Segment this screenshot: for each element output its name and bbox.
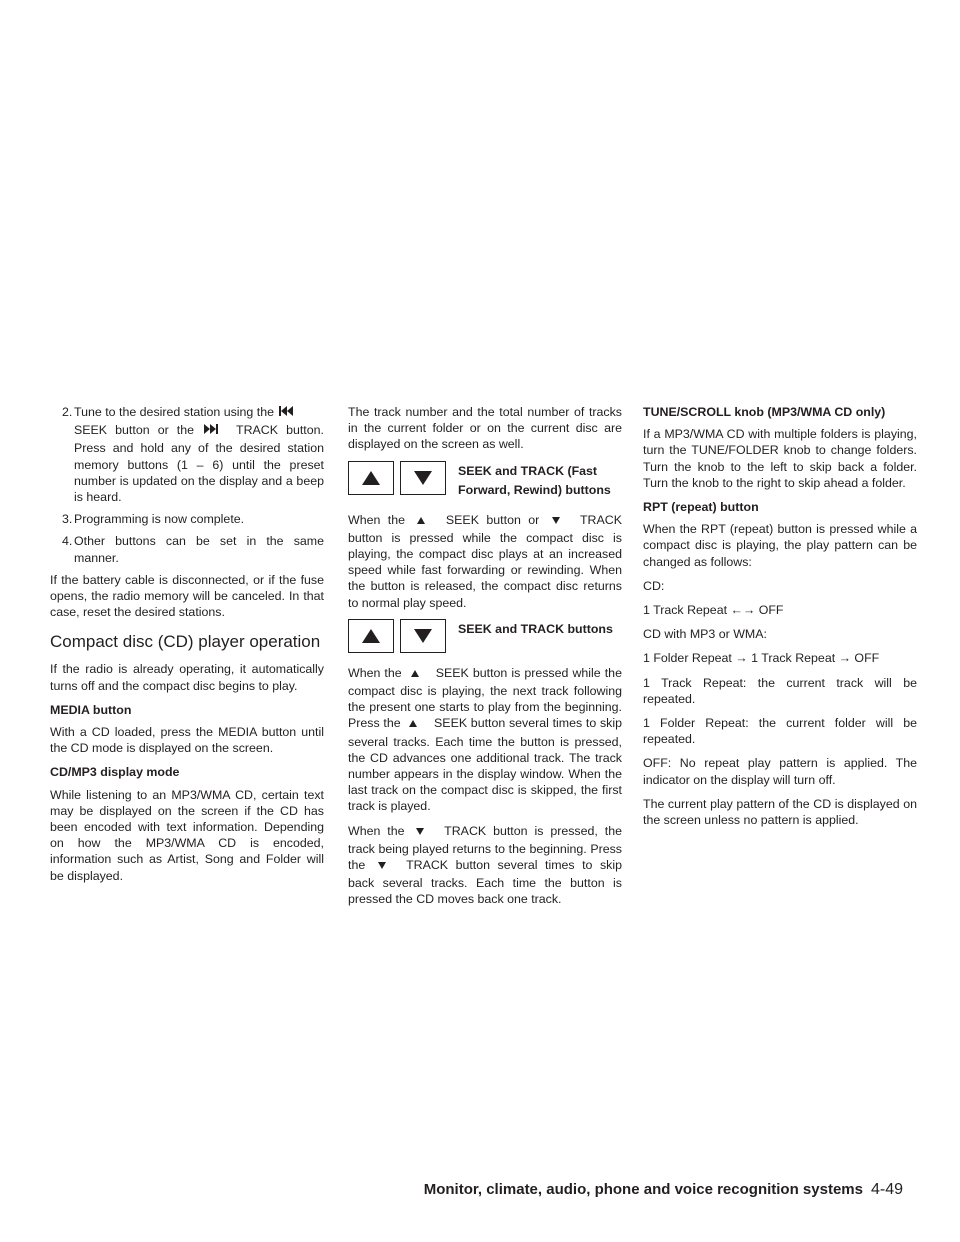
track-down-icon bbox=[375, 859, 389, 875]
folder-repeat-text: 1 Folder Repeat: the current folder will be repeated. bbox=[643, 716, 917, 747]
fast-buttons-figure bbox=[348, 461, 622, 500]
fast-text: When the SEEK button or TRACK button is pressed while the compact disc is playing, the compact disc plays at an increased speed while fast forwarding or rewinding. When the button is released, the compact disc returns to normal play speed. bbox=[348, 512, 622, 610]
next-track-icon bbox=[204, 424, 218, 440]
cd-label: CD: bbox=[643, 578, 665, 593]
seek-text: When the SEEK button is pressed while the compact disc is playing, the next track following the present one starts to play from the beginning. Press the SEEK button several times to skip several tracks. Each time the button is pressed, the CD advances one additional track. The track number appears in the display window. When the last track on the compact disc is skipped, the first track is played. bbox=[348, 665, 622, 814]
mp3-pattern: 1 Folder Repeat → 1 Track Repeat → OFF bbox=[643, 651, 880, 666]
track-button-figure bbox=[400, 619, 446, 653]
display-text: While listening to an MP3/WMA CD, certain text may be displayed on the screen if the CD has been encoded with text information. Depending on how the MP3/WMA CD is encoded, information such as Artist, Song and Folder will be displayed. bbox=[50, 787, 324, 883]
page-footer bbox=[424, 1181, 903, 1199]
track-number-text: The track number and the total number of tracks in the current folder or on the current disc are displayed on the screen as well. bbox=[348, 405, 622, 452]
rpt-heading: RPT (repeat) button bbox=[643, 500, 759, 515]
media-heading: MEDIA button bbox=[50, 702, 132, 717]
track-text: When the TRACK button is pressed, the track being played returns to the beginning. Press the TRACK button several times to skip back several tracks. Each time the button is pressed the CD moves back one track. bbox=[348, 823, 623, 907]
section-title: Monitor, climate, audio, phone and voice recognition systems bbox=[423, 1181, 863, 1198]
off-text: OFF: No repeat play pattern is applied. The indicator on the display will turn off. bbox=[643, 756, 917, 787]
list-item-4: 4. Other buttons can be set in the same manner. bbox=[62, 534, 324, 565]
fast-caption: SEEK and TRACK (Fast bbox=[458, 463, 598, 478]
cd-intro: If the radio is already operating, it automatically turns off and the compact disc begins to play. bbox=[50, 662, 324, 693]
rpt-text: When the RPT (repeat) button is pressed while a compact disc is playing, the play pattern can be changed as follows: bbox=[643, 522, 917, 569]
page-number: 4-49 bbox=[870, 1181, 903, 1198]
column-middle bbox=[348, 404, 622, 916]
list-item-3: 3. Programming is now complete. bbox=[62, 512, 245, 527]
section-heading: Compact disc (CD) player operation bbox=[50, 632, 321, 652]
display-heading: CD/MP3 display mode bbox=[50, 765, 180, 780]
list-number: 4. bbox=[62, 534, 73, 549]
list-number: 2. bbox=[62, 405, 73, 419]
list-item-2: 2. Tune to the desired station using the SEEK button or the TRACK button. Press and hold any of the desired station memory buttons (1 – 6) until the preset number is updated on the display and a beep is heard. bbox=[62, 405, 324, 505]
track-repeat-text: 1 Track Repeat: the current track will be repeated. bbox=[643, 675, 917, 706]
column-right bbox=[643, 404, 917, 836]
tune-text: If a MP3/WMA CD with multiple folders is playing, turn the TUNE/FOLDER knob to change folders. Turn the knob to the left to skip back a folder. Turn the knob to the right to skip ahead a folder. bbox=[643, 427, 917, 490]
seek-button-figure bbox=[348, 619, 394, 653]
column-left bbox=[50, 404, 324, 892]
seek-button-figure bbox=[348, 461, 394, 495]
track-down-icon bbox=[413, 825, 427, 841]
track-button-figure bbox=[400, 461, 446, 495]
seek-buttons-figure bbox=[348, 619, 622, 653]
cd-pattern: 1 Track Repeat ←→ OFF bbox=[643, 603, 784, 618]
current-pattern-text: The current play pattern of the CD is displayed on the screen unless no pattern is applied. bbox=[643, 796, 917, 828]
track-down-icon bbox=[549, 514, 563, 530]
list-number: 3. bbox=[62, 512, 73, 527]
fast-caption-line2: Forward, Rewind) buttons bbox=[458, 482, 611, 497]
seek-up-icon bbox=[406, 717, 420, 733]
seek-caption: SEEK and TRACK buttons bbox=[458, 621, 613, 636]
mp3-label: CD with MP3 or WMA: bbox=[643, 627, 767, 642]
seek-up-icon bbox=[408, 667, 422, 683]
tune-heading: TUNE/SCROLL knob (MP3/WMA CD only) bbox=[643, 405, 886, 419]
seek-up-icon bbox=[414, 514, 428, 530]
battery-note: If the battery cable is disconnected, or if the fuse opens, the radio memory will be canceled. In that case, reset the desired stations. bbox=[50, 572, 324, 620]
media-text: With a CD loaded, press the MEDIA button until the CD mode is displayed on the screen. bbox=[50, 725, 324, 756]
previous-track-icon bbox=[279, 406, 293, 422]
